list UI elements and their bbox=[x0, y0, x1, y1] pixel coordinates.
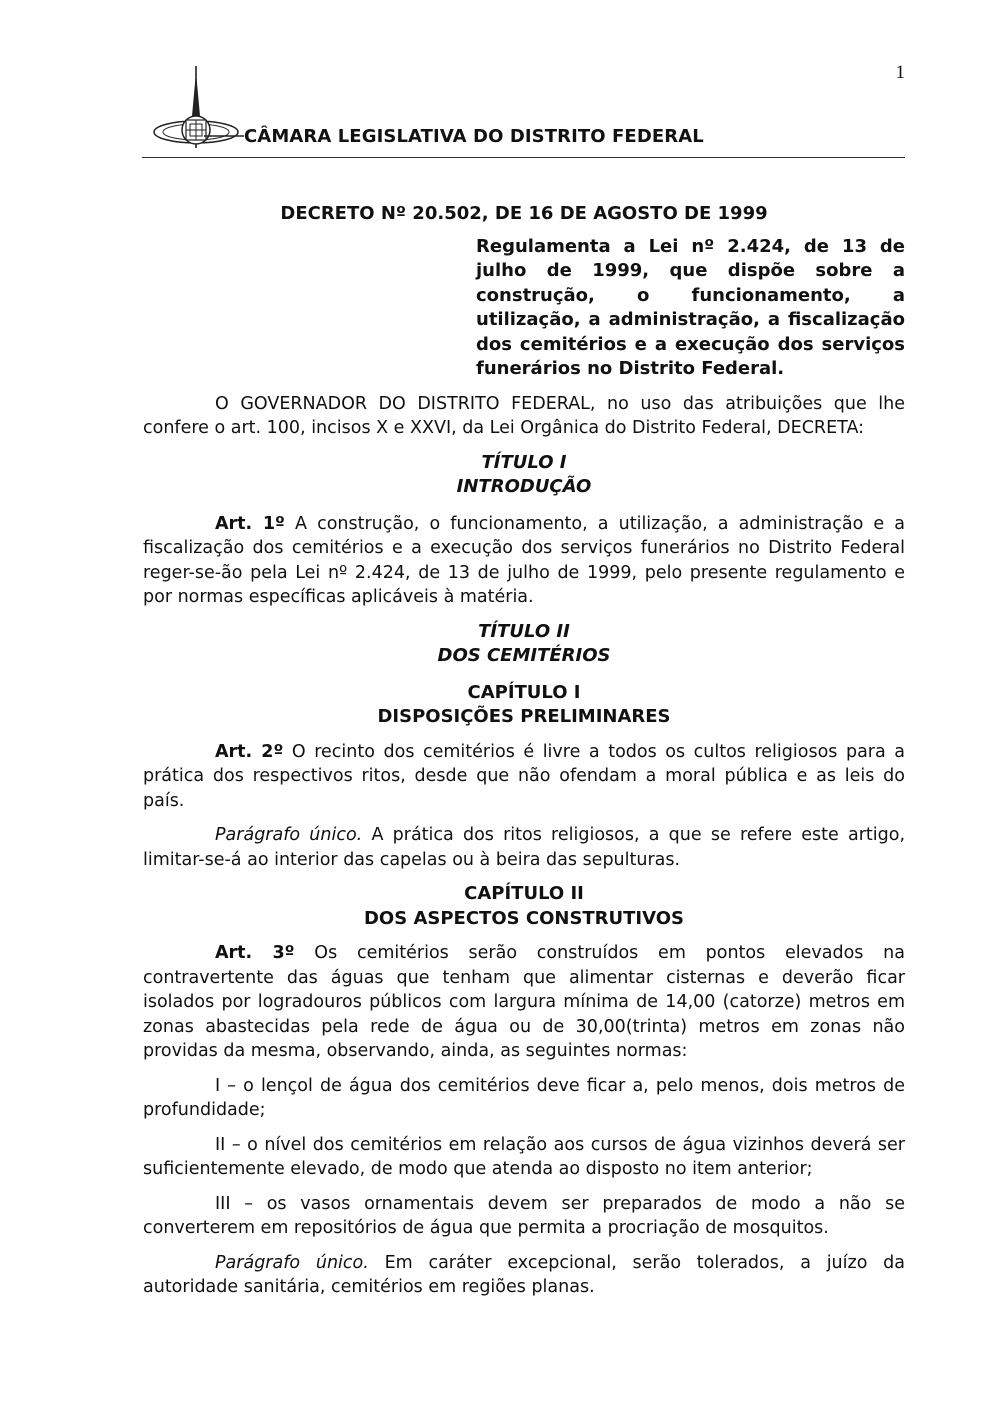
capitulo-2-name: DOS ASPECTOS CONSTRUTIVOS bbox=[363, 907, 685, 929]
cldf-emblem-icon bbox=[152, 64, 244, 154]
article-3-paragraph-text: Em caráter excepcional, serão tolerados, a juízo da autoridade sanitária, cemitérios em regiões planas. bbox=[143, 1252, 906, 1297]
titulo-1-label: TÍTULO I bbox=[481, 451, 567, 473]
article-3-paragraph bbox=[143, 1251, 905, 1300]
capitulo-1-name: DISPOSIÇÕES PRELIMINARES bbox=[377, 706, 671, 727]
header-divider bbox=[142, 157, 905, 158]
capitulo-1-heading bbox=[143, 681, 905, 730]
article-3-item-2: II – o nível dos cemitérios em relação aos cursos de água vizinhos deverá ser suficientemente elevado, de modo que atenda ao disposto no item anterior; bbox=[143, 1134, 905, 1179]
organization-name: CÂMARA LEGISLATIVA DO DISTRITO FEDERAL bbox=[244, 126, 704, 147]
capitulo-2-heading bbox=[143, 882, 905, 931]
article-2 bbox=[143, 740, 905, 814]
titulo-2-label: TÍTULO II bbox=[478, 620, 570, 642]
article-2-label: Art. 2º bbox=[215, 741, 284, 762]
article-3-label: Art. 3º bbox=[215, 943, 295, 963]
titulo-2-name: DOS CEMITÉRIOS bbox=[437, 645, 611, 666]
document-body bbox=[143, 202, 905, 1310]
titulo-1-heading bbox=[143, 451, 905, 500]
article-2-paragraph bbox=[143, 823, 905, 872]
article-2-paragraph-text: A prática dos ritos religiosos, a que se refere este artigo, limitar-se-á ao interior das capelas ou à beira das sepulturas. bbox=[143, 825, 906, 870]
titulo-2-heading bbox=[143, 620, 905, 669]
article-3 bbox=[143, 941, 905, 1064]
page-number: 1 bbox=[895, 62, 905, 83]
article-2-paragraph-label: Parágrafo único. bbox=[215, 825, 363, 845]
article-1 bbox=[143, 512, 905, 610]
article-3-item-1: I – o lençol de água dos cemitérios deve ficar a, pelo menos, dois metros de profundidade; bbox=[143, 1075, 905, 1120]
article-1-text: A construção, o funcionamento, a utilização, a administração e a fiscalização dos cemitérios e a execução dos serviços funerários no Distrito Federal reger-se-ão pela Lei nº 2.424, de 13 de julho de 1999, pelo presente regulamento e por normas específicas aplicáveis à matéria. bbox=[143, 513, 905, 607]
capitulo-1-label: CAPÍTULO I bbox=[467, 681, 581, 703]
decree-ementa: Regulamenta a Lei nº 2.424, de 13 de julho de 1999, que dispõe sobre a construção, o funcionamento, a utilização, a administração, a fiscalização dos cemitérios e a execução dos serviços funerários no Distrito Federal. bbox=[476, 235, 905, 379]
decree-title: DECRETO Nº 20.502, DE 16 DE AGOSTO DE 1999 bbox=[280, 203, 768, 224]
document-header bbox=[152, 64, 912, 164]
article-3-text: Os cemitérios serão construídos em pontos elevados na contravertente das águas que tenham que alimentar cisternas e deverão ficar isolados por logradouros públicos com largura mínima de 14,00 (catorze) metros em zonas abastecidas pela rede de água ou de 30,00(trinta) metros em zonas não providas da mesma, observando, ainda, as seguintes normas: bbox=[143, 943, 905, 1061]
capitulo-2-label: CAPÍTULO II bbox=[464, 883, 584, 904]
article-3-paragraph-label: Parágrafo único. bbox=[215, 1252, 369, 1273]
article-2-text: O recinto dos cemitérios é livre a todos os cultos religiosos para a prática dos respectivos ritos, desde que não ofendam a moral pública e as leis do país. bbox=[143, 741, 905, 811]
article-3-item-3: III – os vasos ornamentais devem ser preparados de modo a não se converterem em repositórios de água que permita a procriação de mosquitos. bbox=[143, 1193, 905, 1238]
article-1-label: Art. 1º bbox=[215, 513, 285, 534]
decree-preamble: O GOVERNADOR DO DISTRITO FEDERAL, no uso das atribuições que lhe confere o art. 100, incisos X e XXVI, da Lei Orgânica do Distrito Federal, DECRETA: bbox=[143, 393, 905, 438]
titulo-1-name: INTRODUÇÃO bbox=[456, 476, 592, 497]
